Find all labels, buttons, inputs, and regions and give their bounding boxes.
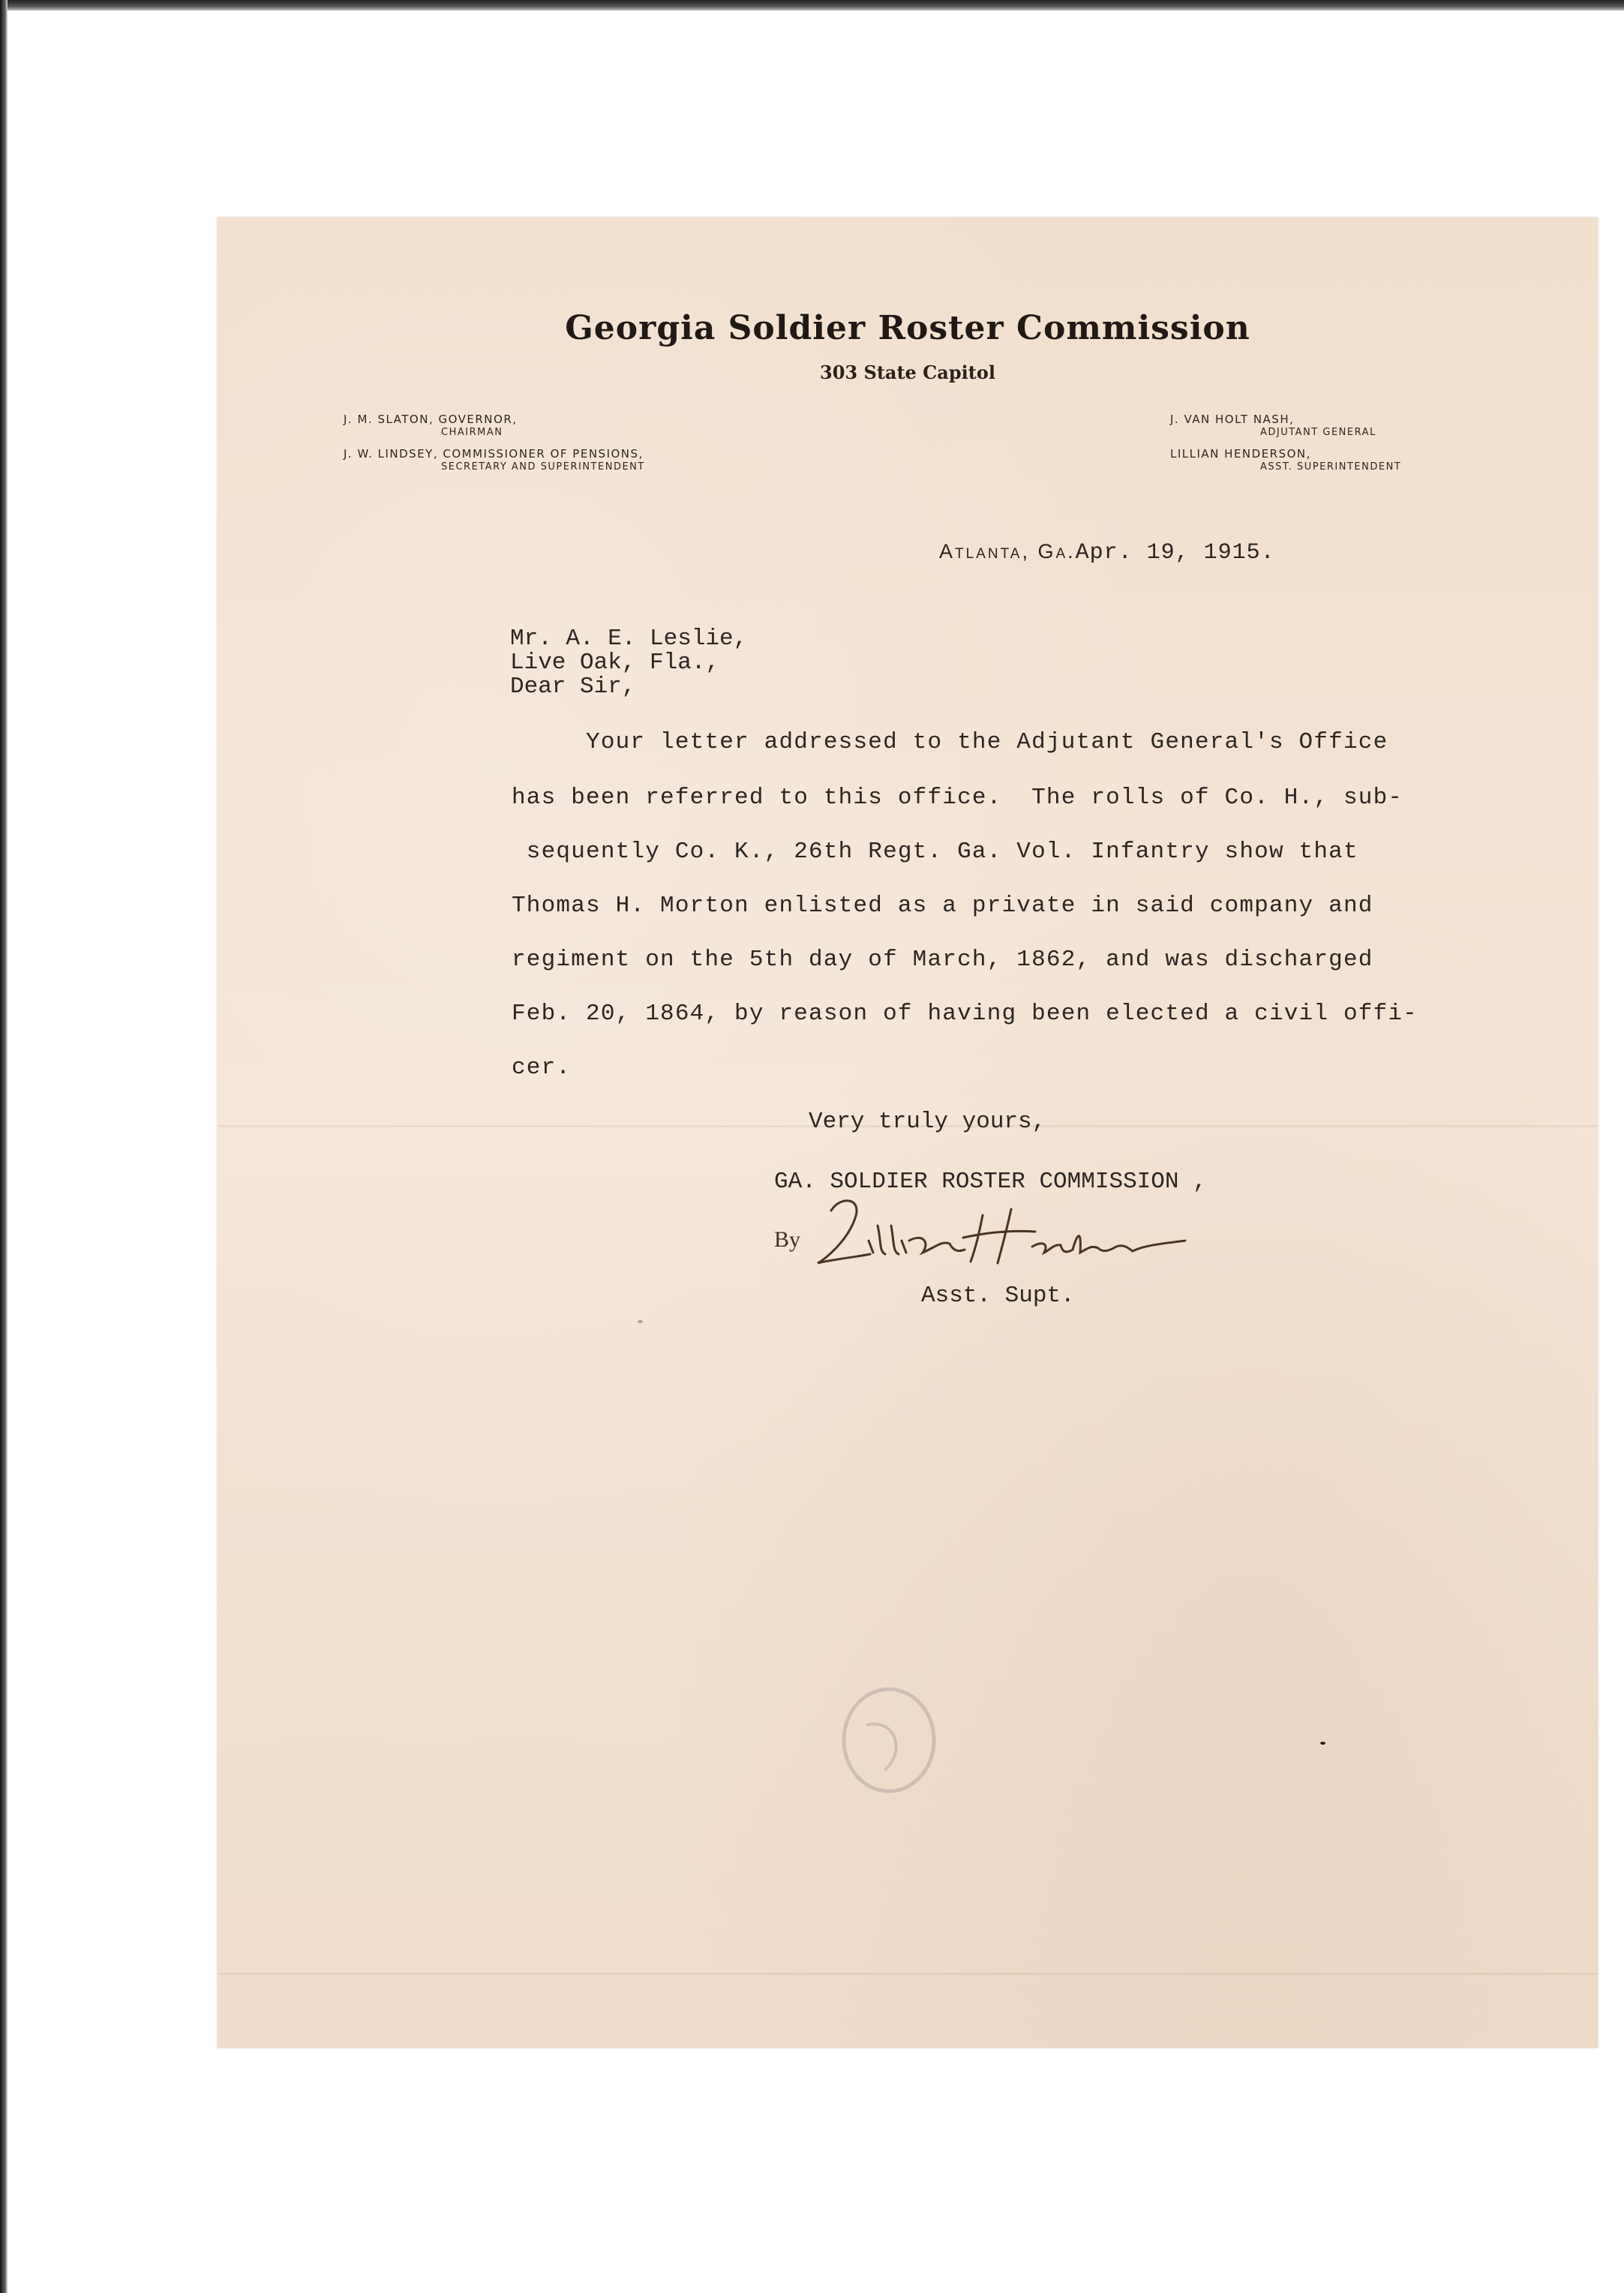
body-line: Your letter addressed to the Adjutant General's Office xyxy=(512,729,1388,755)
officer-secretary xyxy=(344,447,645,474)
handwritten-signature xyxy=(810,1188,1200,1278)
officer-title: ADJUTANT GENERAL xyxy=(1260,427,1376,438)
officer-adjutant-general xyxy=(1170,413,1376,440)
officer-name: LILLIAN HENDERSON, xyxy=(1170,447,1311,461)
letterhead-address: 303 State Capitol xyxy=(820,362,995,383)
body-line: regiment on the 5th day of March, 1862, and was discharged xyxy=(512,947,1373,973)
officer-title: CHAIRMAN xyxy=(441,427,503,438)
scan-border-left xyxy=(0,0,8,2293)
faded-stamp-mark xyxy=(833,1680,945,1800)
scan-border-top xyxy=(0,0,1624,11)
letter-paper xyxy=(218,218,1598,2048)
officer-title: SECRETARY AND SUPERINTENDENT xyxy=(441,461,645,473)
officer-name: J. W. LINDSEY, COMMISSIONER OF PENSIONS, xyxy=(344,447,644,461)
body-line: Feb. 20, 1864, by reason of having been elected a civil offi- xyxy=(512,1001,1418,1027)
body-line: cer. xyxy=(512,1055,572,1081)
signature-by-label: By xyxy=(774,1227,801,1252)
body-line: sequently Co. K., 26th Regt. Ga. Vol. Infantry show that xyxy=(512,839,1358,865)
paper-speck xyxy=(1320,1742,1325,1745)
body-line: Thomas H. Morton enlisted as a private in said company and xyxy=(512,893,1373,919)
closing-organization: GA. SOLDIER ROSTER COMMISSION , xyxy=(774,1169,1207,1195)
officer-title: ASST. SUPERINTENDENT xyxy=(1260,461,1402,473)
dateline xyxy=(939,540,1275,566)
paper-fold xyxy=(218,1973,1598,1975)
officer-asst-superintendent xyxy=(1170,447,1401,474)
officer-name: J. M. SLATON, GOVERNOR, xyxy=(344,413,518,426)
closing-salutation: Very truly yours, xyxy=(809,1109,1046,1135)
dateline-city: Atlanta, Ga. xyxy=(939,540,1076,563)
recipient-line: Mr. A. E. Leslie, xyxy=(510,626,748,652)
paper-speck xyxy=(638,1320,643,1323)
letterhead-title: Georgia Soldier Roster Commission xyxy=(565,309,1250,347)
dateline-date: Apr. 19, 1915. xyxy=(1075,540,1275,566)
recipient-line: Live Oak, Fla., xyxy=(510,650,720,676)
body-line: has been referred to this office. The rolls of Co. H., sub- xyxy=(512,785,1403,811)
officer-chairman xyxy=(344,413,518,440)
recipient-line: Dear Sir, xyxy=(510,674,636,700)
officer-name: J. VAN HOLT NASH, xyxy=(1170,413,1295,426)
signer-title: Asst. Supt. xyxy=(921,1283,1075,1309)
